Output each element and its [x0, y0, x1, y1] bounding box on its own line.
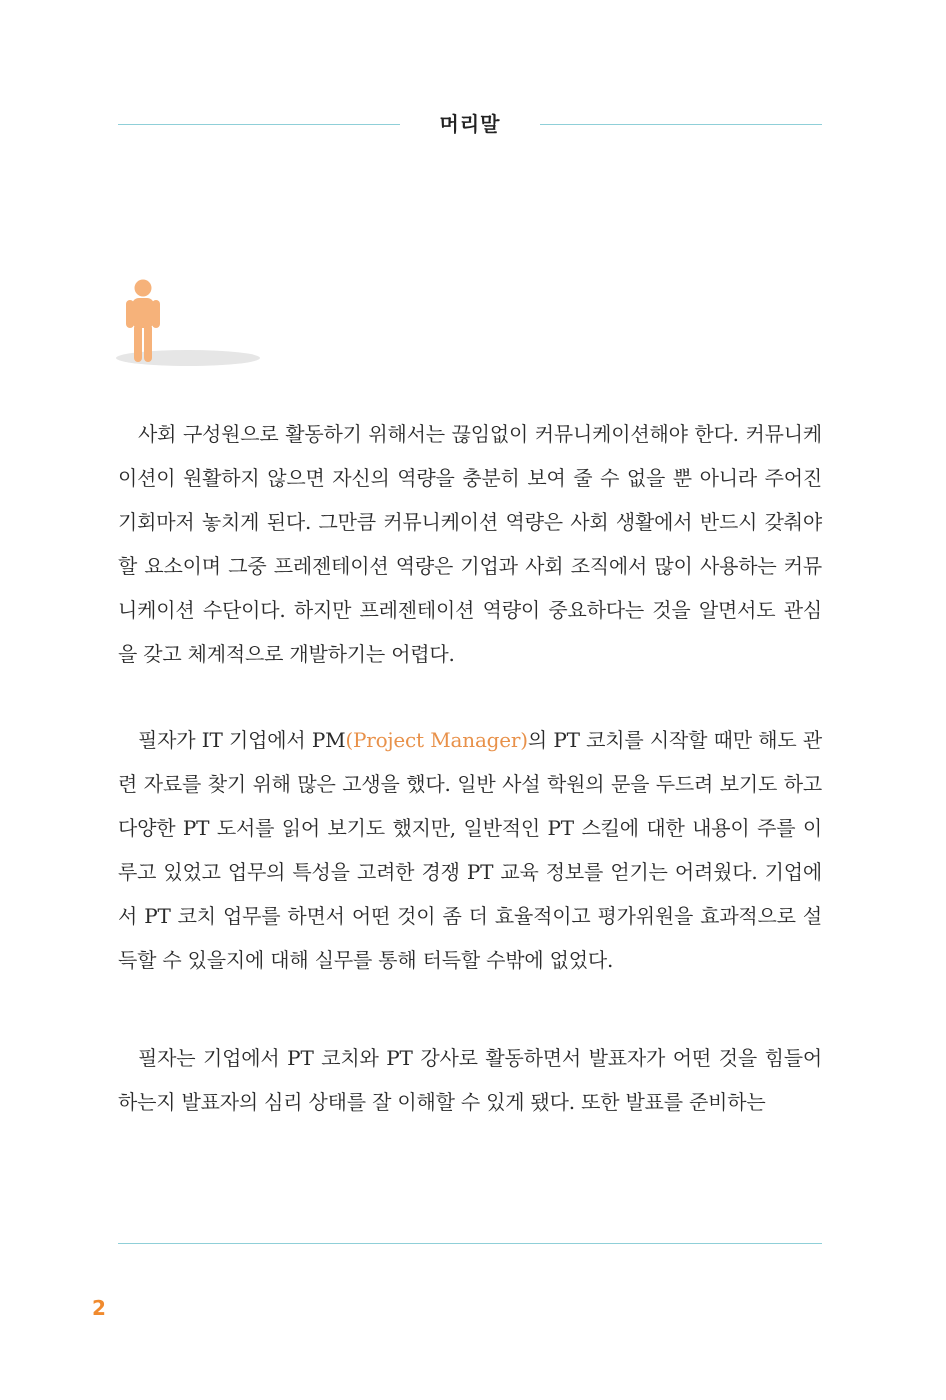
paragraph-2-after: 의 PT 코치를 시작할 때만 해도 관련 자료를 찾기 위해 많은 고생을 했다. 일반 사설 학원의 문을 두드려 보기도 하고 다양한 PT 도서를 읽어 보기도 했지만, 일반적인 PT 스킬에 대한 내용이 주를 이루고 있었고 업무의 특성을 고려한 경쟁 PT 교육 정보를 얻기는 어려웠다. 기업에서 PT 코치 업무를 하면서 어떤 것이 좀 더 효율적이고 평가위원을 효과적으로 설득할 수 있을지에 대해 실무를 통해 터득할 수밖에 없었다. [118, 728, 822, 972]
header-rule-right [540, 124, 822, 125]
paragraph-1-text: 사회 구성원으로 활동하기 위해서는 끊임없이 커뮤니케이션해야 한다. 커뮤니케이션이 원활하지 않으면 자신의 역량을 충분히 보여 줄 수 없을 뿐 아니라 주어진 기회마저 놓치게 된다. 그만큼 커뮤니케이션 역량은 사회 생활에서 반드시 갖춰야 할 요소이며 그중 프레젠테이션 역량은 기업과 사회 조직에서 많이 사용하는 커뮤니케이션 수단이다. 하지만 프레젠테이션 역량이 중요하다는 것을 알면서도 관심을 갖고 체계적으로 개발하기는 어렵다. [118, 422, 822, 666]
header-rule-left [118, 124, 400, 125]
paragraph-2 [118, 718, 822, 982]
person-arm-right [152, 300, 160, 328]
person-arm-left [126, 300, 134, 328]
paragraph-2-accent: (Project Manager) [345, 728, 528, 752]
person-leg-right [144, 324, 152, 362]
paragraph-3-text: 필자는 기업에서 PT 코치와 PT 강사로 활동하면서 발표자가 어떤 것을 힘들어 하는지 발표자의 심리 상태를 잘 이해할 수 있게 됐다. 또한 발표를 준비하는 [118, 1046, 822, 1114]
paragraph-1 [118, 412, 822, 676]
person-torso [132, 298, 154, 328]
section-title: 머리말 [439, 112, 501, 136]
paragraph-3 [118, 1036, 822, 1124]
paragraph-2-text [118, 718, 822, 982]
paragraph-2-before: 필자가 IT 기업에서 PM [138, 728, 346, 752]
page-number: 2 [92, 1296, 106, 1320]
person-icon [110, 276, 270, 372]
footer-rule [118, 1243, 822, 1244]
person-leg-left [134, 324, 142, 362]
person-head [135, 280, 152, 297]
